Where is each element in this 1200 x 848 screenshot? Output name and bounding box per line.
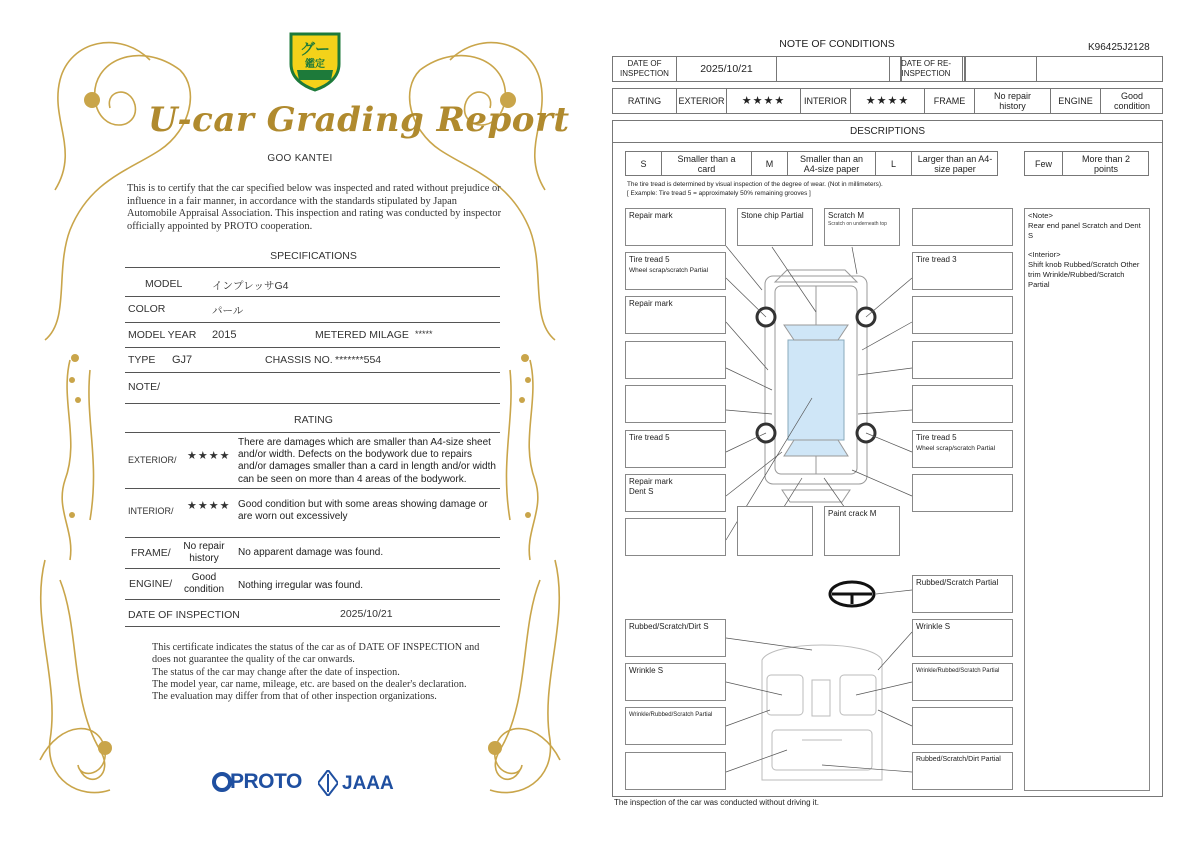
dent-label: Dent S [629,487,654,496]
legend-text: Smaller than a card [662,152,752,175]
model-label: MODEL [145,278,183,290]
spec-row-year [125,323,500,348]
frame-label: FRAME [925,89,975,113]
report-title: U-car Grading Report [148,100,570,140]
interior-text: Shift knob Rubbed/Scratch Other trim Wrinkle/Rubbed/Scratch Partial [1028,260,1140,289]
repair-mark-label: Repair mark [629,477,673,486]
tire-label: Tire tread 5 [629,255,670,264]
engine-label: ENGINE/ [129,578,173,590]
tire-rear-right-box [912,430,1013,468]
color-value: パール [212,305,244,317]
chassis-label: CHASSIS NO. [265,354,333,366]
disclaimer-line: This certificate indicates the status of the car as of DATE OF INSPECTION and does not guarantee the quality of the car onwards. [152,642,480,666]
rating-row-engine [125,569,500,600]
empty-box [912,208,1013,246]
engine-text: Nothing irregular was found. [238,580,364,591]
repair-mark-rear-box [625,474,726,512]
rating-label: RATING [613,89,677,113]
divider [125,432,500,433]
spec-row-model [125,269,500,297]
engine-value: Good condition [183,572,225,596]
interior-label: INTERIOR/ [128,506,174,516]
empty-box [912,385,1013,423]
rating-row-frame [125,538,500,569]
interior-heading: <Interior> [1028,250,1061,260]
mileage-value: ***** [415,329,433,339]
spec-row-type [125,348,500,373]
interior-text: Good condition but with some areas showing damage or are worn out excessively [238,499,488,523]
few-legend [1024,151,1149,176]
legend-code: M [752,152,788,175]
type-value: GJ7 [172,354,193,366]
jaaa-mark-icon [318,770,338,796]
exterior-text: There are damages which are smaller than A4-size sheet and/or width. Defects on the bodywork due to repairs and/or damages smaller than a card in length and/or width can be seen on more than 4 areas of the bodywork. [238,437,496,485]
spec-row-note [125,373,500,404]
disclaimer-line: The status of the car may change after the date of inspection. [152,666,400,678]
note-heading: <Note> [1028,211,1053,220]
scratch-box [824,208,900,246]
year-label: MODEL YEAR [128,329,197,341]
wrinkle-right-box [912,619,1013,657]
wrs-right-box [912,663,1013,701]
year-value: 2015 [212,329,237,341]
wrinkle-label: Wrinkle S [916,622,951,631]
tire-label: Tire tread 5 [916,433,957,442]
badge-line2: 鑑定 [305,59,325,70]
doc-id: K96425J2128 [1088,42,1150,53]
wrs-label: Wrinkle/Rubbed/Scratch Partial [629,712,713,718]
repair-mark-label: Repair mark [629,299,673,308]
blank-cell [777,57,901,81]
legend-text: Smaller than an A4-size paper [788,152,876,175]
goo-kantei-badge [287,30,343,92]
legend-code: L [876,152,912,175]
proto-logo-text: PROTO [230,770,302,793]
empty-box [625,518,726,556]
legend-text: Larger than an A4-size paper [917,153,993,174]
specifications-heading: SPECIFICATIONS [270,250,357,262]
rating-row-exterior [125,434,500,489]
jaaa-logo-text: JAAA [342,773,394,794]
exterior-label: EXTERIOR [677,89,727,113]
report-subtitle: GOO KANTEI [267,153,333,164]
empty-box [912,707,1013,745]
wrinkle-left-box [625,663,726,701]
engine-value: Good condition [1113,91,1151,111]
rating-row-interior [125,489,500,538]
repair-mark-left-box [625,296,726,334]
rear-label: Rubbed/Scratch/Dirt Partial [916,756,1001,763]
exterior-stars: ★★★★ [187,450,231,462]
wrinkle-label: Wrinkle S [629,666,664,675]
engine-label: ENGINE [1051,89,1101,113]
interior-stars: ★★★★ [851,89,925,113]
disclaimer-line: The evaluation may differ from that of other inspection organizations. [152,691,437,703]
frame-label: FRAME/ [131,547,171,559]
tire-note: The tire tread is determined by visual inspection of the degree of wear. (Not in millimeters). [627,181,883,188]
spec-row-color [125,297,500,323]
footer-note: The inspection of the car was conducted without driving it. [614,798,819,807]
steering-box [912,575,1013,613]
header-row-date [612,56,1163,82]
empty-box [737,506,813,556]
color-label: COLOR [128,303,166,315]
scratch-note: Scratch on underneath top [828,221,887,227]
frame-value: No repair history [183,541,225,565]
certify-text: This is to certify that the car specified below was inspected and rated without prejudice or influence in a fair manner, in accordance with the standards stipulated by Japan Automobile Appraisal Association. This inspection and rating was conducted by inspector officially appointed by PROTO cooperation. [127,183,502,232]
dash-box [625,619,726,657]
tire-label: Tire tread 3 [916,255,957,264]
notes-box [1024,208,1150,791]
dash-label: Rubbed/Scratch/Dirt S [629,622,709,631]
badge-line1: グー [299,41,330,58]
interior-stars: ★★★★ [187,500,231,512]
tire-front-left-box [625,252,726,290]
legend-code: S [626,152,662,175]
empty-box [625,341,726,379]
header-row-rating [612,88,1163,114]
disclaimer-line: The model year, car name, mileage, etc. are based on the dealer's declaration. [152,678,467,690]
rear-right-box [912,752,1013,790]
descriptions-heading: DESCRIPTIONS [612,120,1163,143]
date-label: DATE OF INSPECTION [128,609,240,621]
repair-mark-front-box [625,208,726,246]
blank-cell [1037,57,1163,81]
mileage-label: METERED MILAGE [315,329,409,341]
empty-box [625,385,726,423]
repair-mark-label: Repair mark [629,211,673,220]
stone-chip-box [737,208,813,246]
rating-row-date [125,600,500,627]
interior-label: INTERIOR [801,89,851,113]
tire-example: [ Example: Tire tread 5 = approximately 50% remaining grooves ] [627,190,811,197]
steering-label: Rubbed/Scratch Partial [916,578,999,587]
reinspection-label: DATE OF RE-INSPECTION [889,57,963,81]
reinspection-value [963,57,1037,81]
note-text: Rear end panel Scratch and Dent S [1028,220,1141,240]
few-label: Few [1025,152,1063,175]
noc-title: NOTE OF CONDITIONS [779,38,895,50]
empty-box [912,341,1013,379]
paint-crack-box [824,506,900,556]
tire-note: Wheel scrap/scratch Partial [629,267,709,274]
note-label: NOTE/ [128,381,161,393]
tire-label: Tire tread 5 [629,433,670,442]
empty-box [912,296,1013,334]
disclaimer [152,642,482,703]
type-label: TYPE [128,354,156,366]
empty-box [912,474,1013,512]
date-label: DATE OF INSPECTION [613,57,677,81]
model-value: インプレッサG4 [212,280,289,292]
date-value: 2025/10/21 [677,57,777,81]
tire-note: Wheel scrap/scratch Partial [916,445,996,452]
frame-value: No repair history [975,89,1051,113]
tire-front-right-box [912,252,1013,290]
date-value: 2025/10/21 [340,608,393,620]
tire-rear-left-box [625,430,726,468]
frame-text: No apparent damage was found. [238,547,384,558]
wrs-label: Wrinkle/Rubbed/Scratch Partial [916,668,1000,674]
paint-crack-label: Paint crack M [828,509,877,518]
wrs-left-box [625,707,726,745]
empty-box [625,752,726,790]
scratch-label: Scratch M [828,211,865,220]
rating-heading: RATING [294,414,333,426]
steering-wheel-icon [830,582,874,606]
proto-mark-icon [212,772,232,792]
exterior-label: EXTERIOR/ [128,455,177,465]
divider [125,267,500,268]
size-legend [625,151,998,176]
exterior-stars: ★★★★ [727,89,801,113]
chassis-value: *******554 [335,354,382,366]
few-text: More than 2 points [1081,153,1131,174]
stone-chip-label: Stone chip Partial [741,211,804,220]
